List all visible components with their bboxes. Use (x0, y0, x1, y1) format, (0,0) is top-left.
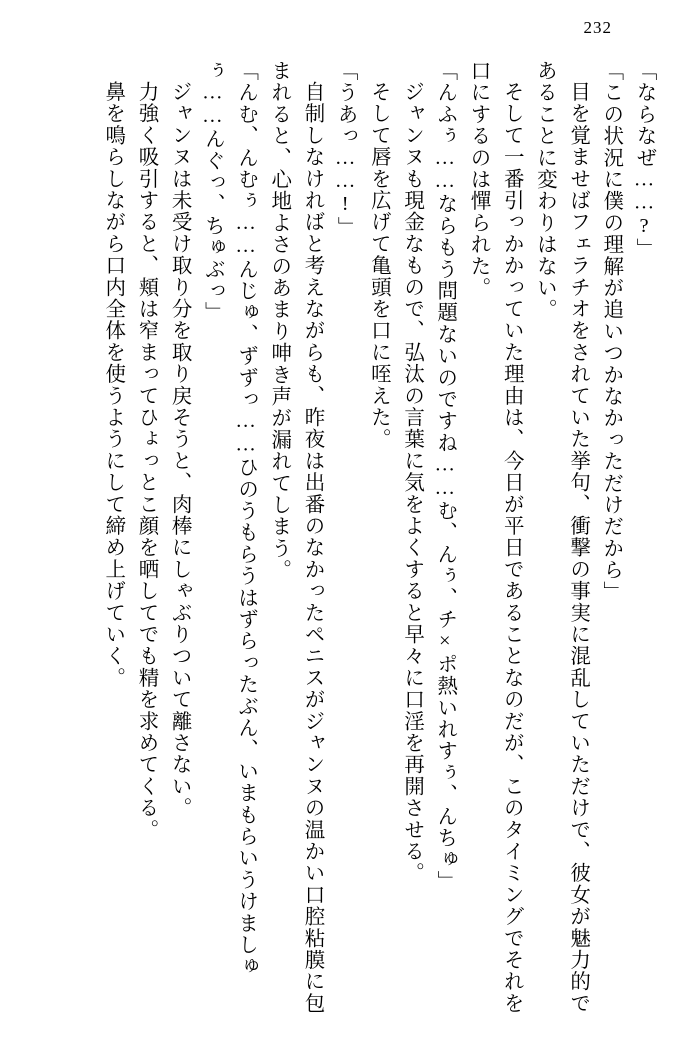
paragraph: 「うあっ……!」 (334, 60, 357, 239)
paragraph: 目を覚ませばフェラチオをされていた挙句、衝撃の事実に混乱していただけで、彼女が魅力的であることに変わりはない。 (533, 60, 589, 1014)
paragraph: 「ならなぜ……?」 (633, 60, 655, 260)
paragraph: 力強く吸引すると、頬は窄まってひょっとこ顔を晒してでも精を求めてくる。 (134, 80, 157, 840)
paragraph: 「んむ、んむぅ……んじゅ、ずずっ……ひのうもらうはずらったぶん、いまもらいうけましゅぅ……んぐっ、ちゅぶっ」 (201, 60, 257, 978)
paragraph: 「この状況に僕の理解が追いつかなかっただけだから」 (599, 60, 622, 603)
paragraph: ジャンヌも現金なもので、弘汰の言葉に気をよくすると早々に口淫を再開させる。 (400, 80, 423, 884)
paragraph: そして一番引っかかっていた理由は、今日が平日であることなのだが、このタイミングでそれを口にするのは憚られた。 (466, 60, 523, 1014)
paragraph: そして唇を広げて亀頭を口に咥えた。 (367, 80, 390, 450)
paragraph: 鼻を鳴らしながら口内全体を使うようにして締め上げていく。 (101, 80, 124, 689)
paragraph: 自制しなければと考えながらも、昨夜は出番のなかったペニスがジャンヌの温かい口腔粘膜に包まれると、心地よさのあまり呻き声が漏れてしまう。 (267, 60, 323, 1014)
paragraph: 「んふぅ……ならもう問題ないのですね……む、んぅ、チ×ポ熱いれすぅ、んちゅ」 (433, 60, 456, 893)
vertical-text-body (40, 60, 660, 1020)
page-number: 232 (583, 18, 612, 37)
paragraph: ジャンヌは未受け取り分を取り戻そうと、肉棒にしゃぶりついて離さない。 (168, 80, 191, 819)
